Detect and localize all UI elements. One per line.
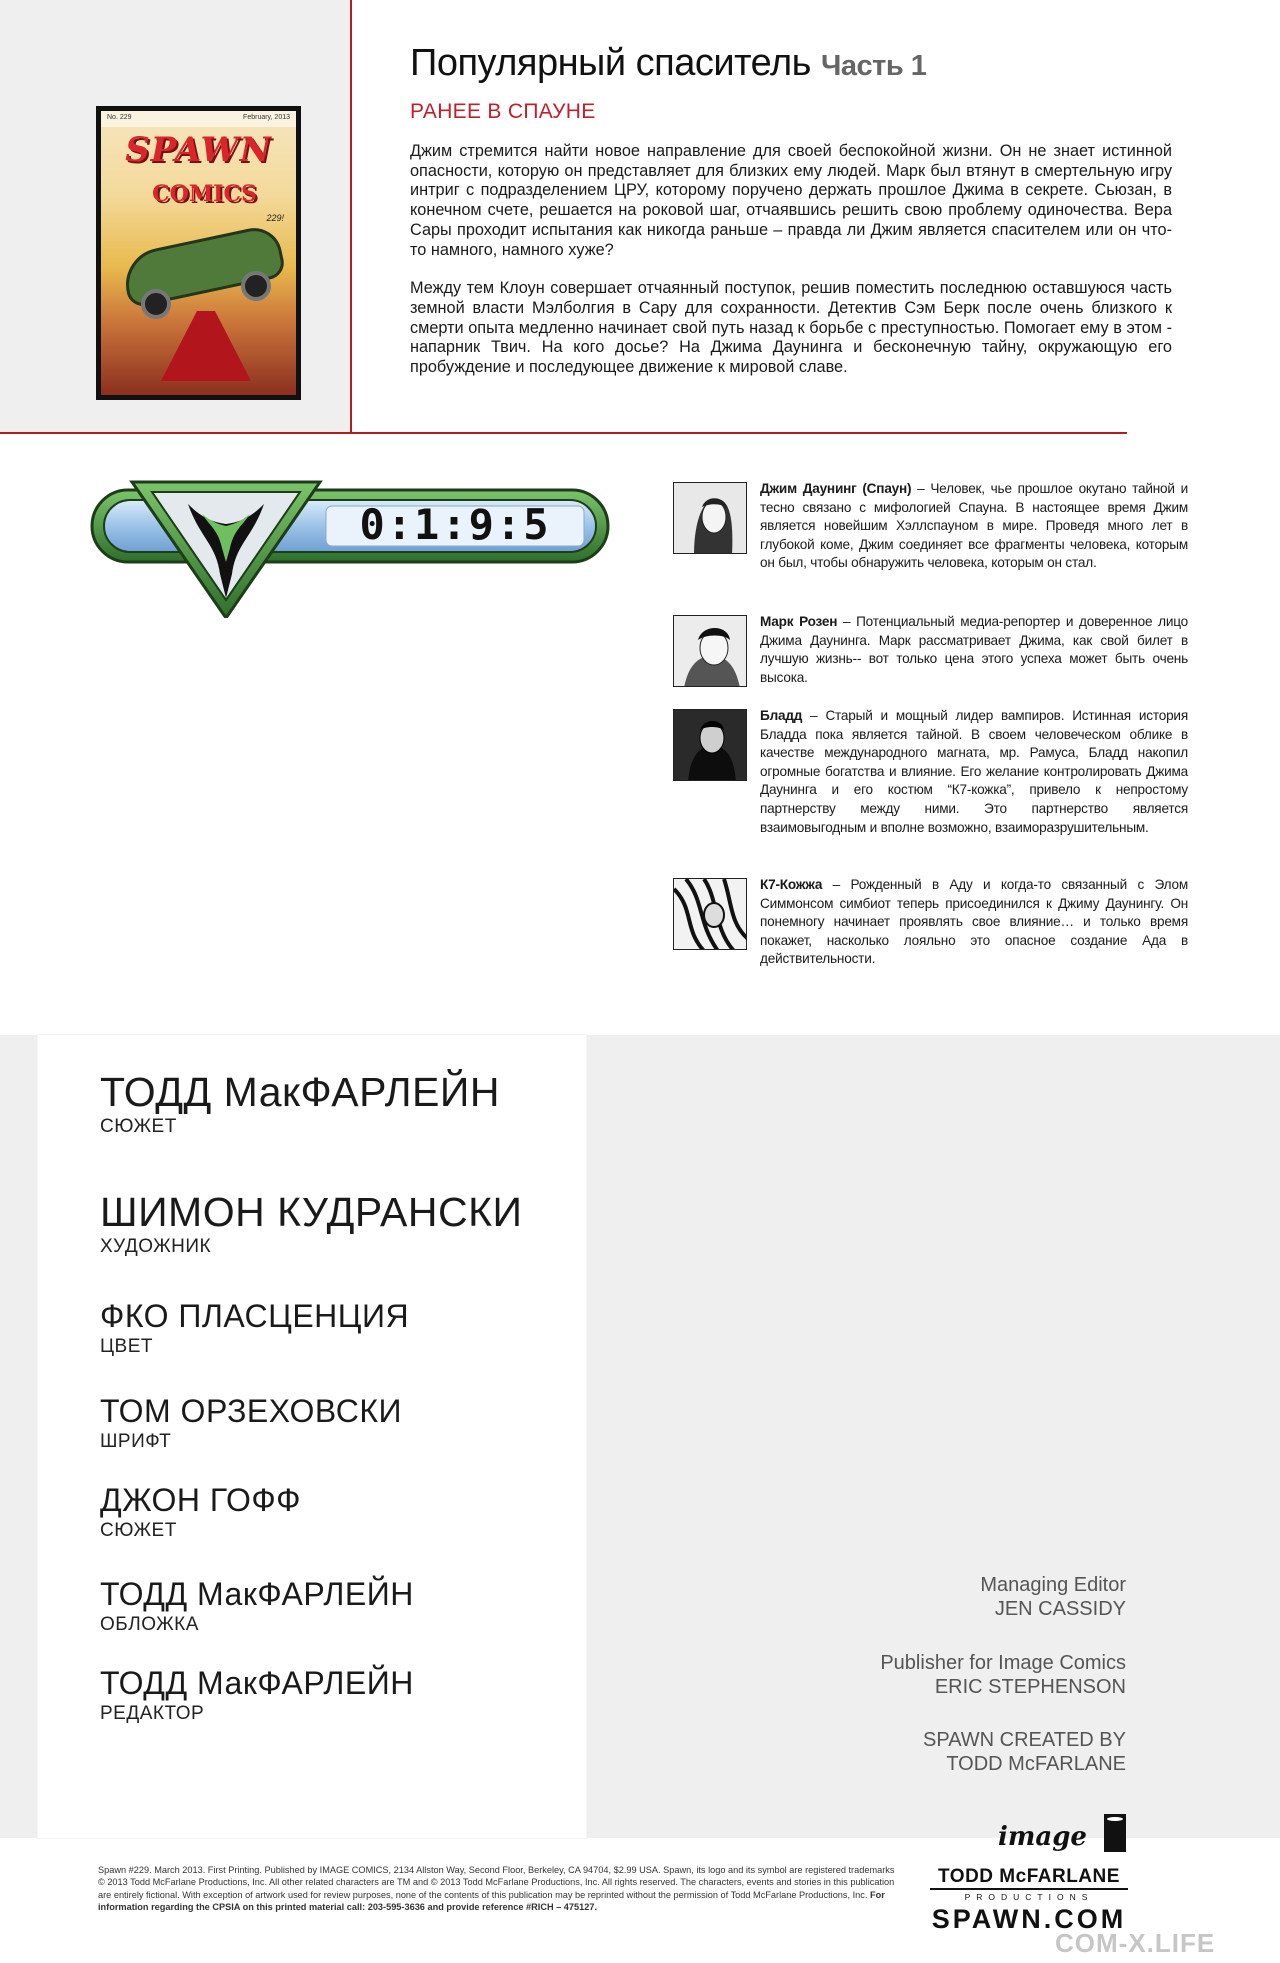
staff-role: Managing Editor [980,1574,1126,1596]
cover-badge: 229! [266,213,284,223]
staff-name: JEN CASSIDY [994,1598,1126,1620]
character-name: К7-Кожжа [760,877,823,892]
cover-wheel [241,271,271,301]
staff-creator [923,1728,1126,1776]
credit-name: ТОДД МакФАРЛЕЙН [100,1665,414,1701]
staff-managing-editor [980,1573,1126,1621]
character-portrait-k7 [673,878,747,950]
legal-cpsia: For information regarding the CPSIA on this printed material call: 203-595-3636 and provide reference #RICH – 475127. [98,1889,885,1913]
credit-name: ТОДД МакФАРЛЕЙН [100,1069,500,1115]
staff-name: ERIC STEPHENSON [934,1676,1126,1698]
countdown-badge [90,478,610,618]
header-divider-vertical [350,0,352,432]
cover-masthead [101,111,296,127]
character-text: – Рожденный в Аду и когда-то связанный с Элом Симмонсом симбиот теперь присоединился к Джиму Даунингу. Он понемногу начинает проявлять свое влияние… и только время покажет, насколько лояльно это опасное создание Ада в действительности. [760,877,1188,967]
story-title: Популярный спаситель [410,42,811,84]
staff-name: TODD McFARLANE [946,1753,1126,1775]
character-name: Марк Розен [760,614,838,629]
todd-mcfarlane-logo: TODD McFARLANE [930,1866,1128,1890]
credit-role: СЮЖЕТ [100,1520,177,1541]
legal-notice [98,1864,898,1914]
site-watermark: COM-X.LIFE [1055,1928,1216,1958]
character-entry [673,707,1187,857]
character-description [760,480,1188,573]
recap-text [410,142,1172,397]
character-name: Бладд [760,708,803,723]
cover-art [101,111,296,395]
image-logo-dot [1104,1814,1126,1824]
recap-paragraph: Джим стремится найти новое направление для своей беспокойной жизни. Он не знает истинной опасности, которую он представляет для близких ему людей. Марк был втянут в смертельную игру интриг с подразделением ЦРУ, которому поручено держать прошлое Джима в секрете. Сьюзан, в конечном счете, решается на роковой шаг, отчаявшись решить свою проблему одиночества. Вера Сары проходит испытания как никогда раньше – правда ли Джим является спасителем или он что-то намного, намного хуже? [410,142,1172,259]
credit-letterer [100,1393,402,1453]
cover-logo-spawn: SPAWN [125,130,272,170]
credit-name: ТОМ ОРЗЕХОВСКИ [100,1393,402,1429]
recap-paragraph: Между тем Клоун совершает отчаянный поступок, решив поместить последнюю оставшуюся часть земной власти Мэлболгия в Сару для сохранности. Детектив Сэм Берк после очень близкого к смерти опыта медленно начинает свой путь назад к борьбе с преступностью. Помогает ему в этом - напарник Твич. На кого досье? На Джима Даунинга и бесконечную тайну, окружающую его пробуждение и последующее движение к мировой славе. [410,279,1172,377]
credit-role: ОБЛОЖКА [100,1614,199,1635]
cover-issue-no: No. 229 [107,114,132,121]
credit-editor [100,1665,414,1725]
character-portrait-jim [673,482,747,554]
credit-name: ШИМОН КУДРАНСКИ [100,1189,523,1235]
credit-name: ДЖОН ГОФФ [100,1482,301,1518]
character-description [760,876,1188,969]
image-comics-logo: image [998,1822,1087,1852]
credit-role: СЮЖЕТ [100,1116,177,1137]
cover-wheel [141,289,171,319]
character-name: Джим Даунинг (Спаун) [760,481,912,496]
staff-publisher [880,1651,1126,1699]
page-title [410,42,1190,85]
staff-role: SPAWN CREATED BY [923,1729,1126,1751]
story-part: Часть 1 [820,50,927,82]
character-description [760,707,1188,837]
character-entry [673,876,1187,976]
title-block [410,42,1190,85]
character-text: – Человек, чье прошлое окутано тайной и тесно связано с мифологией Спауна. В настоящее время Джим является новейшим Хэллспауном в мире. Проведя много лет в глубокой коме, Джим соединяет все фрагменты человека, которым он был, чтобы обнаружить человека, которым он стал. [760,481,1188,571]
staff-role: Publisher for Image Comics [880,1652,1126,1674]
credit-artist [100,1190,522,1258]
legal-text: Spawn #229. March 2013. First Printing. Published by IMAGE COMICS, 2134 Allston Way, Second Floor, Berkeley, CA 94704, $2.99 USA. Spawn, its logo and its symbol are registered trademarks © 2013 Todd McFarlane Productions, Inc. All other related characters are TM and © 2013 Todd McFarlane Productions, Inc. All rights reserved. The characters, events and stories in this publication are entirely fictional. With exception of artwork used for review purposes, none of the contents of this publication may be reprinted without the permission of Todd McFarlane Productions, Inc. [98,1865,895,1900]
spawn-com-logo: SPAWN.COM [931,1904,1127,1934]
credit-role: ХУДОЖНИК [100,1236,212,1257]
cover-thumbnail [96,106,301,400]
cover-logo-comics: COMICS [152,181,257,207]
header-divider-horizontal [0,432,1127,434]
credit-name: ТОДД МакФАРЛЕЙН [100,1576,414,1612]
cover-cape-illustration [161,311,251,381]
cover-date: February, 2013 [243,114,290,121]
credit-role: ЦВЕТ [100,1336,154,1357]
character-text: – Старый и мощный лидер вампиров. Истинная история Бладда пока является тайной. В своем человеческом облике в качестве международного магната, мр. Рамуса, Бладд накопил огромные богатства и влияние. Его желание контролировать Джима Даунинга и его костюм “К7-кожка”, привело к непростому партнерству между ними. Это партнерство является взаимовыгодным и вполне возможно, взаиморазрушительным. [760,708,1188,835]
credit-role: ШРИФТ [100,1431,172,1452]
credit-writer [100,1070,500,1138]
character-entry [673,480,1187,590]
character-entry [673,613,1187,693]
character-description [760,613,1188,687]
credit-colorist [100,1298,409,1358]
credit-cover [100,1576,414,1636]
countdown-value: 0:1:9:5 [359,500,551,549]
credit-role: РЕДАКТОР [100,1703,205,1724]
character-text: – Потенциальный медиа-репортер и доверенное лицо Джима Даунинга. Марк рассматривает Джима, как свой билет в лучшую жизнь-- вот только цена этого успеха может быть очень высока. [760,614,1189,685]
character-portrait-mark [673,615,747,687]
section-subtitle: РАНЕЕ В СПАУНЕ [410,100,596,123]
credit-name: ФКО ПЛАСЦЕНЦИЯ [100,1298,410,1334]
productions-label: PRODUCTIONS [964,1892,1094,1902]
character-portrait-bladd [673,709,747,781]
credit-plot [100,1482,301,1542]
